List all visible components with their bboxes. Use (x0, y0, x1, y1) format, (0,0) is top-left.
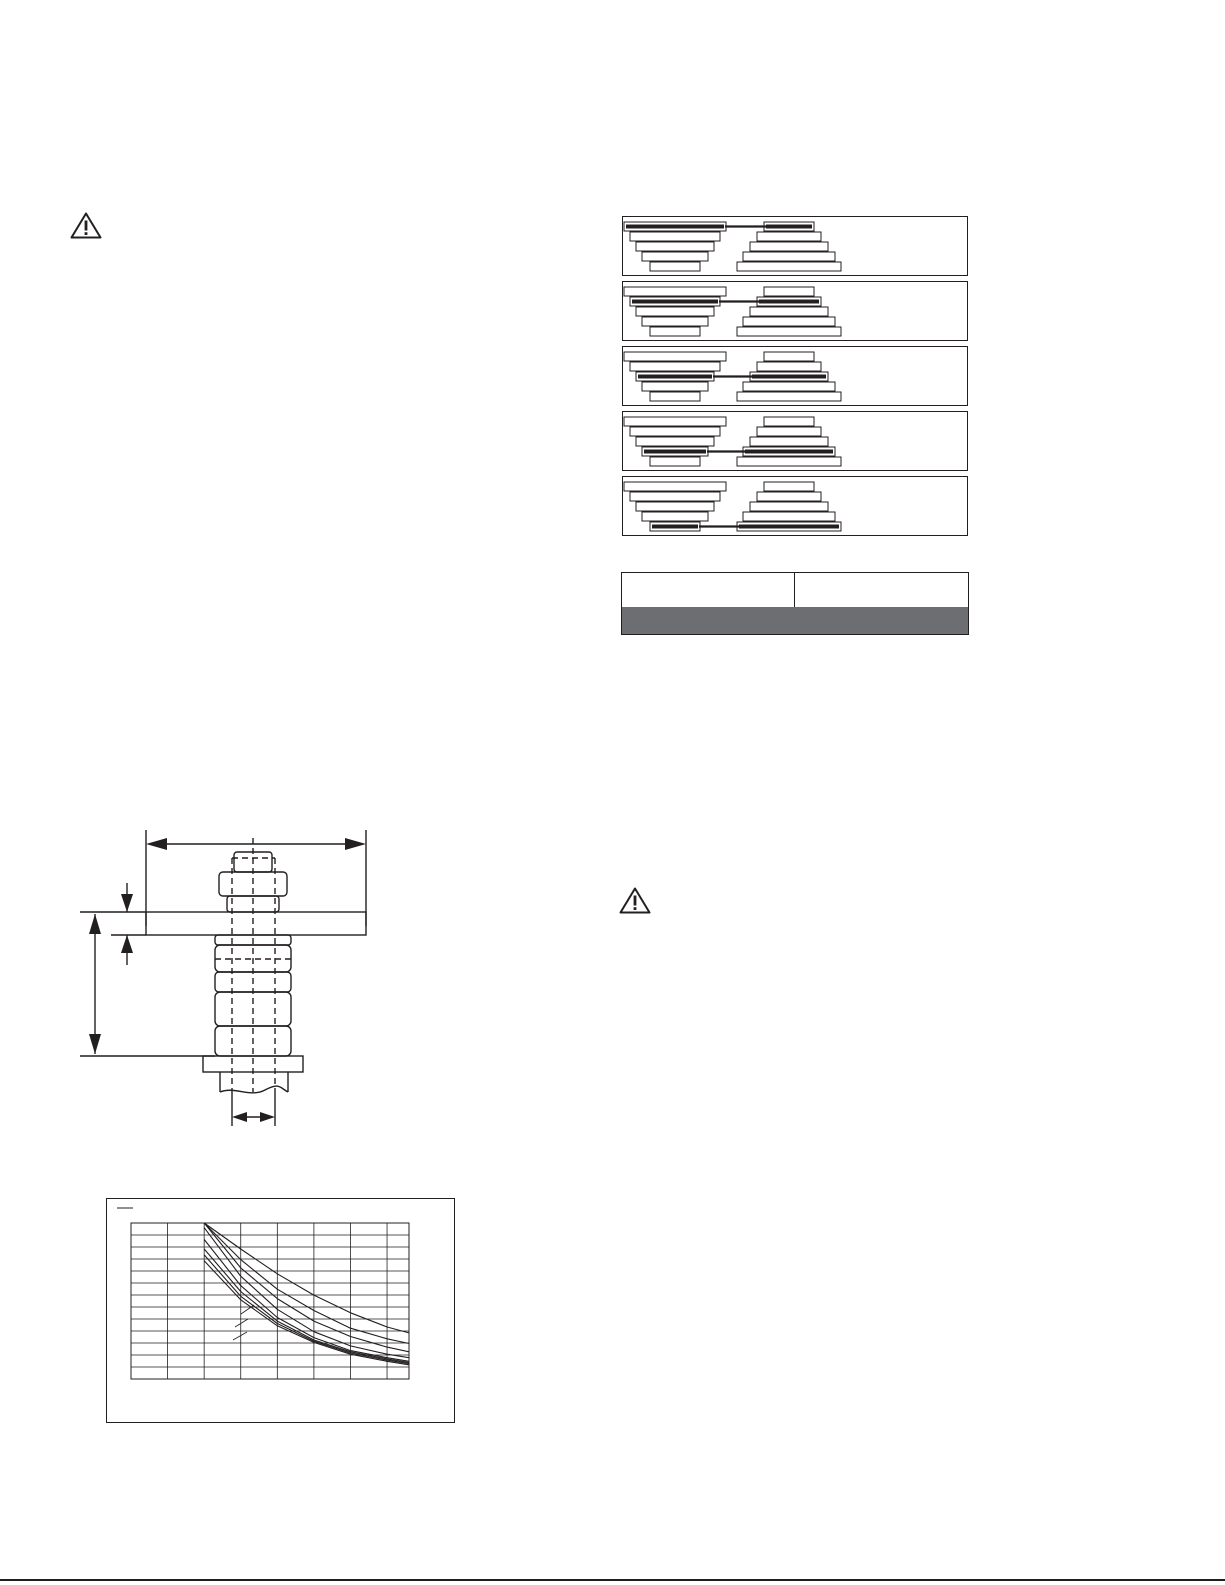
chart-frame (106, 1198, 455, 1423)
pulley-step-left (650, 457, 700, 466)
pulley-step-right (737, 262, 841, 271)
pulley-step-right (743, 512, 835, 521)
pulley-step-right (764, 417, 814, 426)
footer-rule (0, 1579, 1225, 1581)
warning-triangle-icon (619, 887, 651, 914)
pulley-step-left (636, 437, 714, 446)
pulley-step-left (642, 512, 708, 521)
belt-left (638, 375, 712, 379)
pulley-step-right (750, 502, 828, 511)
pulley-step-right (743, 317, 835, 326)
leader-line (233, 1332, 247, 1340)
pulley-step-left (624, 417, 726, 426)
leader-line (235, 1319, 248, 1327)
pulley-step-left (624, 287, 726, 296)
leader-line (241, 1305, 254, 1314)
belt-right (759, 300, 819, 304)
pulley-step-left (650, 262, 700, 271)
pulley-step-right (737, 392, 841, 401)
pulley-step-left (650, 327, 700, 336)
belt-left (652, 525, 698, 529)
speed-table-header-row (622, 573, 968, 607)
pulley-step-left (624, 352, 726, 361)
belt-position-panel-4 (622, 411, 968, 471)
pulley-step-left (642, 252, 708, 261)
pulley-diagram (623, 412, 969, 472)
belt-position-panel-2 (622, 281, 968, 341)
spindle-mounting-diagram (75, 830, 375, 1135)
warning-triangle-icon (70, 212, 102, 239)
pulley-step-left (642, 317, 708, 326)
pulley-step-right (750, 242, 828, 251)
pulley-diagram (623, 477, 969, 537)
pulley-step-left (630, 232, 720, 241)
belt-left (644, 450, 706, 454)
pulley-step-left (630, 492, 720, 501)
pulley-step-right (757, 232, 821, 241)
speed-table-shaded-row (622, 607, 968, 634)
pulley-step-left (650, 392, 700, 401)
pulley-step-right (737, 327, 841, 336)
belt-position-panel-3 (622, 346, 968, 406)
series-line-3 (204, 1223, 409, 1352)
pulley-step-right (757, 362, 821, 371)
belt-right (752, 375, 826, 379)
pulley-step-right (764, 482, 814, 491)
pulley-step-right (750, 437, 828, 446)
pulley-step-right (743, 252, 835, 261)
pulley-step-right (764, 287, 814, 296)
belt-right (766, 225, 812, 229)
pulley-step-left (630, 427, 720, 436)
series-line-8 (204, 1261, 409, 1365)
pulley-step-left (624, 482, 726, 491)
belt-left (632, 300, 718, 304)
pulley-step-left (636, 307, 714, 316)
pulley-step-left (636, 502, 714, 511)
belt-right (739, 525, 839, 529)
speed-table-right-header (795, 573, 968, 607)
pulley-diagram (623, 347, 969, 407)
pulley-diagram (623, 282, 969, 342)
pulley-step-left (642, 382, 708, 391)
pulley-step-right (764, 352, 814, 361)
pulley-step-right (757, 492, 821, 501)
pulley-step-right (757, 427, 821, 436)
pulley-step-left (636, 242, 714, 251)
pulley-step-left (630, 362, 720, 371)
belt-right (745, 450, 833, 454)
belt-position-panel-1 (622, 216, 968, 276)
belt-position-panel-5 (622, 476, 968, 536)
pulley-step-right (743, 382, 835, 391)
line-chart (107, 1199, 454, 1422)
belt-left (626, 225, 724, 229)
pulley-step-right (737, 457, 841, 466)
pulley-diagram (623, 217, 969, 277)
speed-table-left-header (622, 573, 795, 607)
pulley-step-right (750, 307, 828, 316)
speed-table (621, 572, 969, 635)
